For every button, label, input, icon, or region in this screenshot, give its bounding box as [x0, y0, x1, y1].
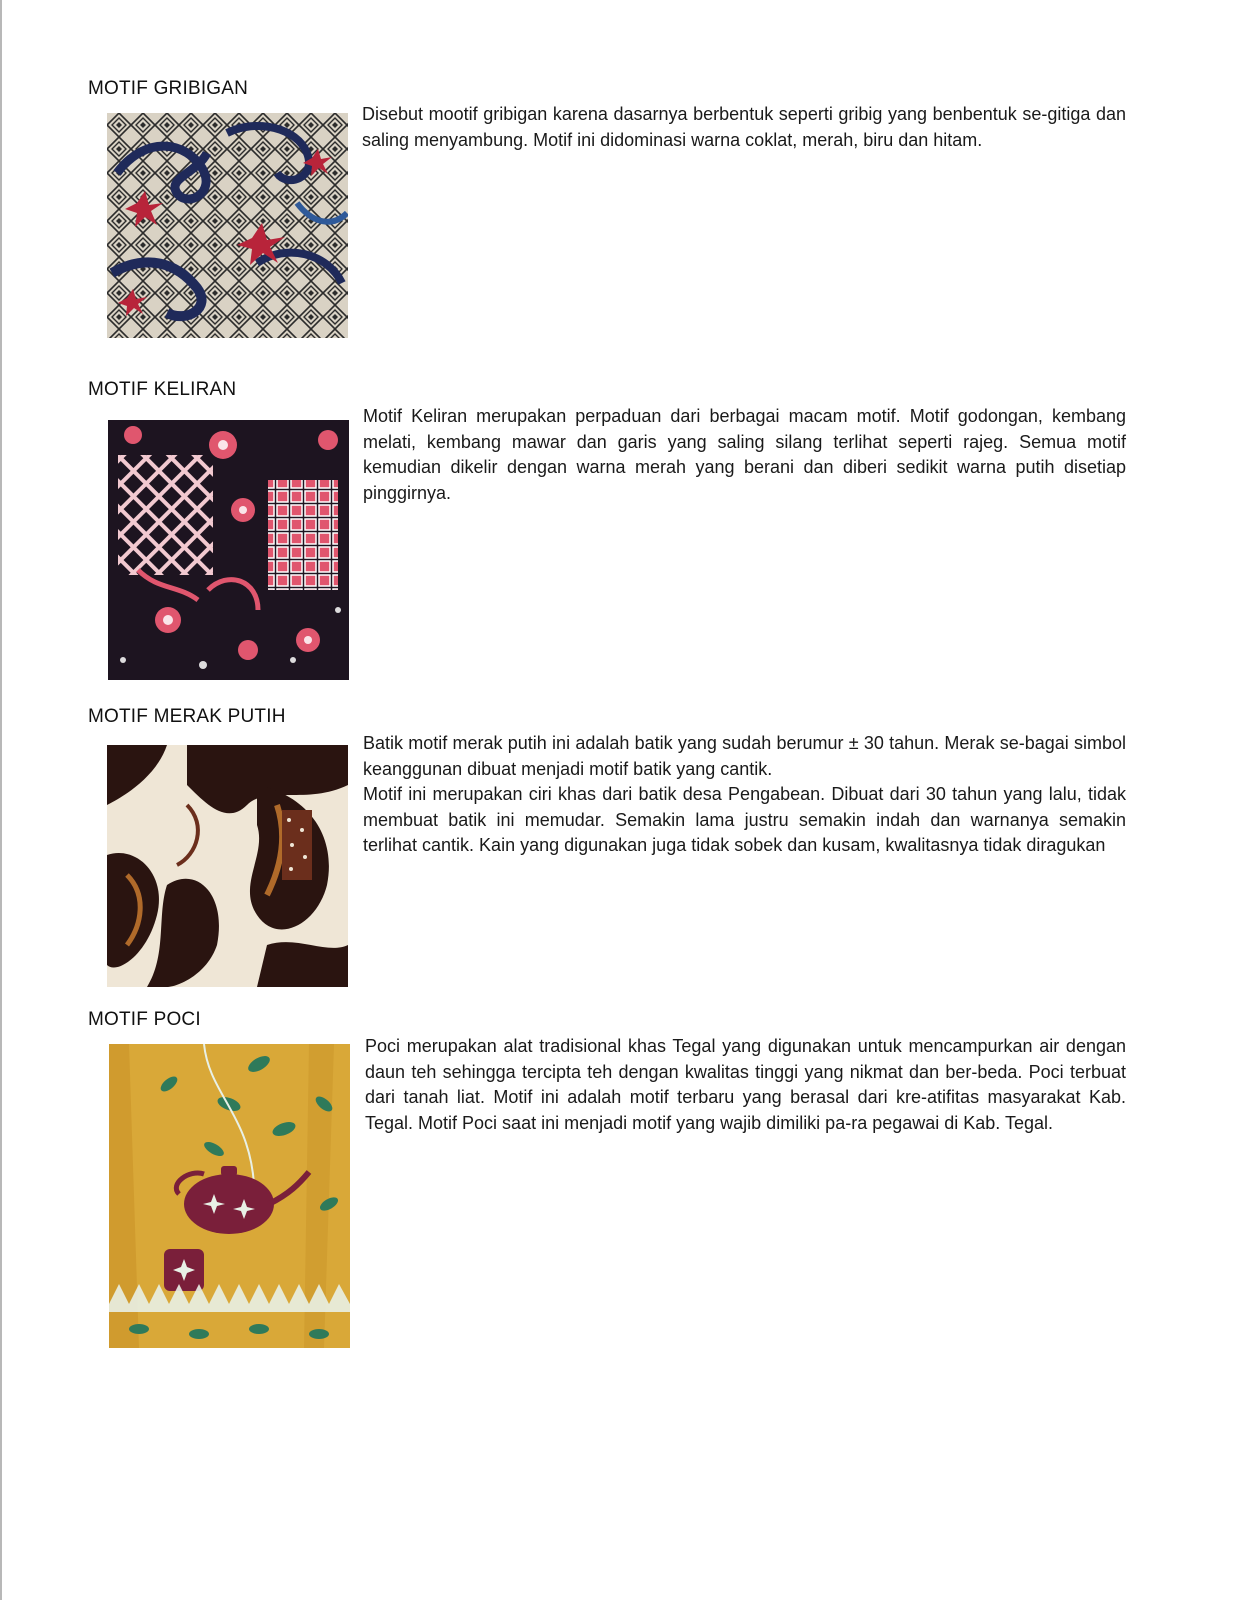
- description-paragraph: Motif ini merupakan ciri khas dari batik desa Pengabean. Dibuat dari 30 tahun yang lalu, tidak membuat batik ini memudar. Semakin lama justru semakin indah dan warnanya semakin terlihat cantik. Kain yang digunakan juga tidak sobek dan kusam, kwalitasnya tidak diragukan: [363, 784, 1126, 856]
- section-title-poci: MOTIF POCI: [88, 1009, 201, 1030]
- description-paragraph: Poci merupakan alat tradisional khas Tegal yang digunakan untuk mencampurkan air dengan daun teh sehingga tercipta teh dengan kwalitas tinggi yang nikmat dan ber-beda. Poci terbuat dari tanah liat. Motif ini adalah motif terbaru yang berasal dari kre-atifitas masyarakat Kab. Tegal. Motif Poci saat ini menjadi motif yang wajib dimiliki pa-ra pegawai di Kab. Tegal.: [365, 1036, 1126, 1133]
- section-description-merak-putih: [363, 731, 1126, 859]
- page-edge-rule: [0, 0, 2, 1600]
- section-title-gribigan: MOTIF GRIBIGAN: [88, 78, 249, 99]
- section-description-poci: [365, 1034, 1126, 1136]
- section-title-keliran: MOTIF KELIRAN: [88, 379, 237, 400]
- merak-putih-batik-photo: [107, 745, 348, 987]
- section-description-keliran: [363, 404, 1126, 506]
- gribigan-batik-photo: [107, 113, 348, 338]
- description-paragraph: Disebut mootif gribigan karena dasarnya berbentuk seperti gribig yang benbentuk se-gitiga dan saling menyambung. Motif ini didominasi warna coklat, merah, biru dan hitam.: [362, 104, 1126, 150]
- description-paragraph: Batik motif merak putih ini adalah batik yang sudah berumur ± 30 tahun. Merak se-bagai simbol keanggunan dibuat menjadi motif batik yang cantik.: [363, 733, 1126, 779]
- section-description-gribigan: [362, 102, 1126, 153]
- section-title-merak-putih: MOTIF MERAK PUTIH: [88, 706, 286, 727]
- keliran-batik-photo: [108, 420, 349, 680]
- poci-batik-photo: [109, 1044, 350, 1348]
- description-paragraph: Motif Keliran merupakan perpaduan dari berbagai macam motif. Motif godongan, kembang melati, kembang mawar dan garis yang saling silang terlihat seperti rajeg. Semua motif kemudian dikelir dengan warna merah yang berani dan diberi sedikit warna putih disetiap pinggirnya.: [363, 406, 1126, 503]
